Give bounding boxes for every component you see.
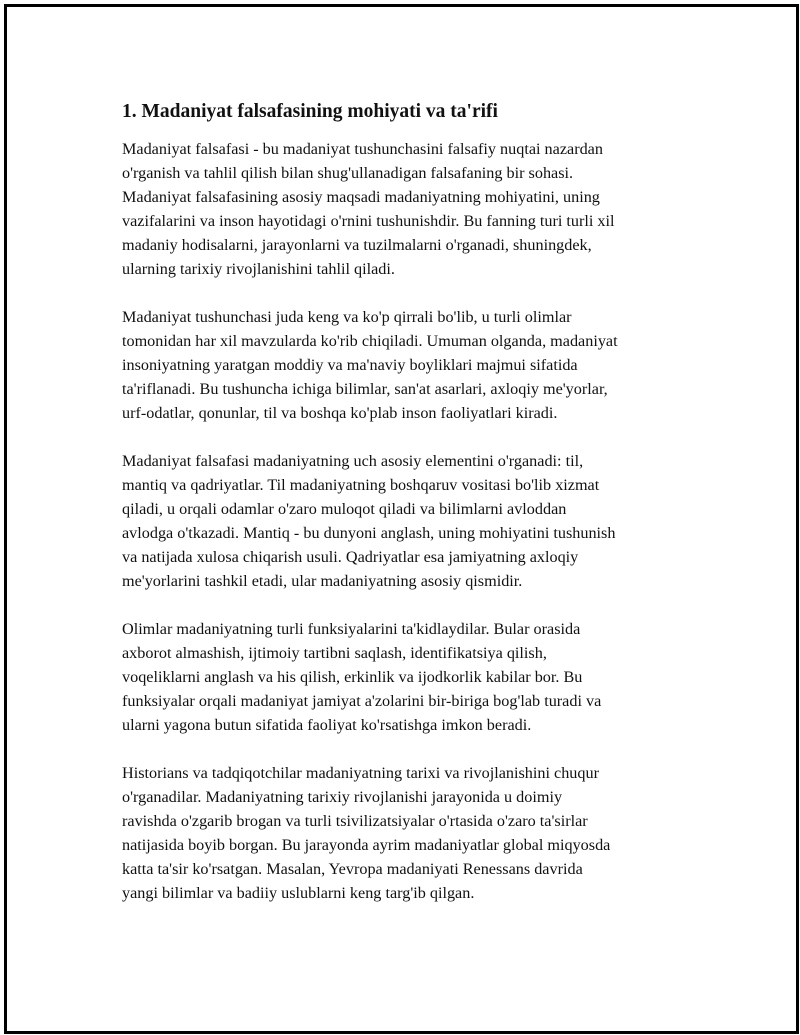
text-line: ravishda o'zgarib brogan va turli tsivilizatsiyalar o'rtasida o'zaro ta'sirlar	[122, 812, 588, 830]
page-frame	[4, 4, 799, 1034]
text-line: axborot almashish, ijtimoiy tartibni saqlash, identifikatsiya qilish,	[122, 644, 547, 662]
text-line: funksiyalar orqali madaniyat jamiyat a'zolarini bir-biriga bog'lab turadi va	[122, 692, 602, 710]
paragraph-3	[122, 449, 692, 593]
text-line: ta'riflanadi. Bu tushuncha ichiga bilimlar, san'at asarlari, axloqiy me'yorlar,	[122, 380, 608, 398]
text-line: o'rganadilar. Madaniyatning tarixiy rivojlanishi jarayonida u doimiy	[122, 788, 563, 806]
text-line: insoniyatning yaratgan moddiy va ma'naviy boyliklari majmui sifatida	[122, 356, 578, 374]
text-line: Madaniyat falsafasi - bu madaniyat tushunchasini falsafiy nuqtai nazardan	[122, 140, 603, 158]
text-line: tomonidan har xil mavzularda ko'rib chiqiladi. Umuman olganda, madaniyat	[122, 332, 618, 350]
text-line: vazifalarini va inson hayotidagi o'rnini tushunishdir. Bu fanning turi turli xil	[122, 212, 615, 230]
text-line: o'rganish va tahlil qilish bilan shug'ullanadigan falsafaning bir sohasi.	[122, 164, 574, 182]
text-line: ularning tarixiy rivojlanishini tahlil qiladi.	[122, 260, 395, 278]
text-line: natijasida boyib borgan. Bu jarayonda ayrim madaniyatlar global miqyosda	[122, 836, 611, 854]
text-line: ularni yagona butun sifatida faoliyat ko'rsatishga imkon beradi.	[122, 716, 532, 734]
text-line: qiladi, u orqali odamlar o'zaro muloqot qiladi va bilimlarni avloddan	[122, 500, 567, 518]
text-line: Madaniyat falsafasi madaniyatning uch asosiy elementini o'rganadi: til,	[122, 452, 584, 470]
text-line: mantiq va qadriyatlar. Til madaniyatning boshqaruv vositasi bo'lib xizmat	[122, 476, 600, 494]
paragraph-1	[122, 137, 692, 281]
text-line: avlodga o'tkazadi. Mantiq - bu dunyoni anglash, uning mohiyatini tushunish	[122, 524, 616, 542]
text-line: Madaniyat tushunchasi juda keng va ko'p qirrali bo'lib, u turli olimlar	[122, 308, 572, 326]
text-line: va natijada xulosa chiqarish usuli. Qadriyatlar esa jamiyatning axloqiy	[122, 548, 579, 566]
text-line: urf-odatlar, qonunlar, til va boshqa ko'plab inson faoliyatlari kiradi.	[122, 404, 558, 422]
text-line: me'yorlarini tashkil etadi, ular madaniyatning asosiy qismidir.	[122, 572, 523, 590]
text-line: voqeliklarni anglash va his qilish, erkinlik va ijodkorlik kabilar bor. Bu	[122, 668, 583, 686]
paragraph-4	[122, 617, 692, 737]
text-line: katta ta'sir ko'rsatgan. Masalan, Yevropa madaniyati Renessans davrida	[122, 860, 583, 878]
document-title: 1. Madaniyat falsafasining mohiyati va ta'rifi	[122, 101, 498, 122]
text-line: yangi bilimlar va badiiy uslublarni keng targ'ib qilgan.	[122, 884, 475, 902]
text-line: Madaniyat falsafasining asosiy maqsadi madaniyatning mohiyatini, uning	[122, 188, 600, 206]
paragraph-2	[122, 305, 692, 425]
text-line: Olimlar madaniyatning turli funksiyalarini ta'kidlaydilar. Bular orasida	[122, 620, 581, 638]
document-body	[122, 99, 692, 929]
paragraph-5	[122, 761, 692, 905]
text-line: Historians va tadqiqotchilar madaniyatning tarixi va rivojlanishini chuqur	[122, 764, 599, 782]
text-line: madaniy hodisalarni, jarayonlarni va tuzilmalarni o'rganadi, shuningdek,	[122, 236, 592, 254]
